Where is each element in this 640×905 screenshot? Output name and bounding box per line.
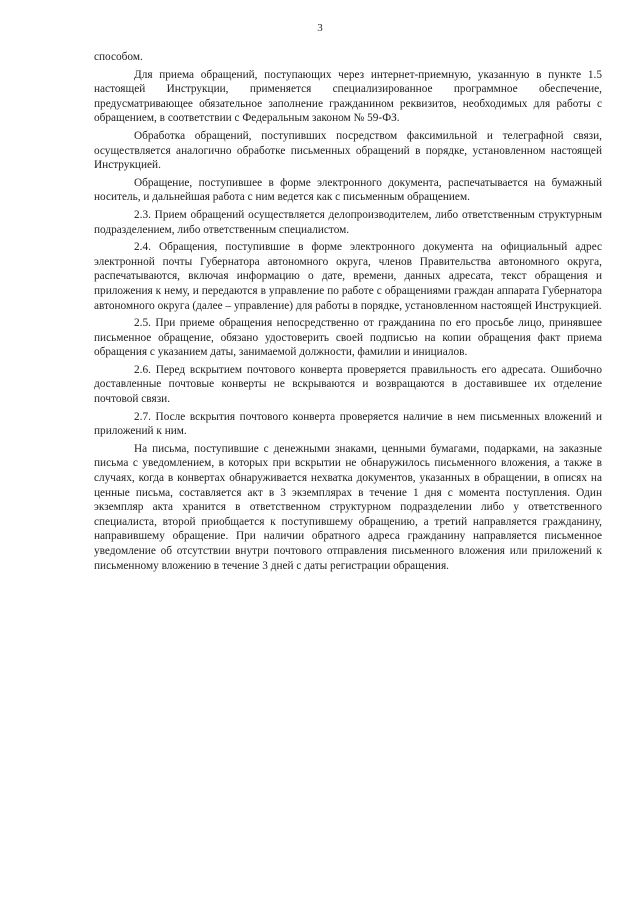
paragraph-2-7: 2.7. После вскрытия почтового конверта проверяется наличие в нем письменных вложений и приложений к ним. — [94, 410, 602, 438]
paragraph-2-5: 2.5. При приеме обращения непосредственно от гражданина по его просьбе лицо, принявшее письменное обращение, обязано удостоверить своей подписью на копии обращения факт приема обращения с указанием даты, занимаемой должности, фамилии и инициалов. — [94, 317, 602, 359]
paragraph-fax-telegraph: Обработка обращений, поступивших посредством факсимильной и телеграфной связи, осуществляется аналогично обработке письменных обращений в порядке, установленном настоящей Инструкцией. — [94, 129, 602, 172]
paragraph-electronic-document: Обращение, поступившее в форме электронного документа, распечатывается на бумажный носитель, и дальнейшая работа с ним ведется как с письменным обращением. — [94, 176, 602, 204]
paragraph-continuation: способом. — [94, 51, 143, 63]
paragraph-2-4: 2.4. Обращения, поступившие в форме электронного документа на официальный адрес электронной почты Губернатора автономного округа, членов Правительства автономного округа, распечатываются, включая информацию о дате, времени, данных адресата, текст обращения и приложения к нему, и передаются в управление по работе с обращениями граждан аппарата Губернатора автономного округа (далее – управление) для работы в порядке, установленном настоящей Инструкцией. — [94, 241, 602, 312]
paragraph-valuables-act: На письма, поступившие с денежными знаками, ценными бумагами, подарками, на заказные письма с уведомлением, в которых при вскрытии не обнаружилось письменного вложения, а также в случаях, когда в конвертах обнаруживается нехватка документов, указанных в обращении, в описях на ценные письма, составляется акт в 3 экземплярах в течение 1 дня с момента поступления. Один экземпляр акта хранится в ответственном структурном подразделении либо у ответственного специалиста, второй приобщается к поступившему обращению, а третий направляется гражданину, направившему обращение. При наличии обратного адреса гражданину направляется письменное уведомление об отсутствии внутри почтового отправления письменного вложения или приложений к письменному вложению в течение 3 дней с даты регистрации обращения. — [94, 442, 602, 572]
paragraph-internet-reception: Для приема обращений, поступающих через интернет-приемную, указанную в пункте 1.5 настоящей Инструкции, применяется специализированное программное обеспечение, предусматривающее обязательное заполнение гражданином реквизитов, необходимых для работы с обращением, в соответствии с Федеральным законом № 59-ФЗ. — [94, 68, 602, 125]
paragraph-2-6: 2.6. Перед вскрытием почтового конверта проверяется правильность его адресата. Ошибочно доставленные почтовые конверты не вскрываются и возвращаются в доставившее их отделение почтовой связи. — [94, 363, 602, 406]
paragraph-2-3: 2.3. Прием обращений осуществляется делопроизводителем, либо ответственным структурным подразделением, либо ответственным специалистом. — [94, 208, 602, 236]
document-body — [94, 50, 602, 576]
page-number: 3 — [317, 22, 323, 34]
